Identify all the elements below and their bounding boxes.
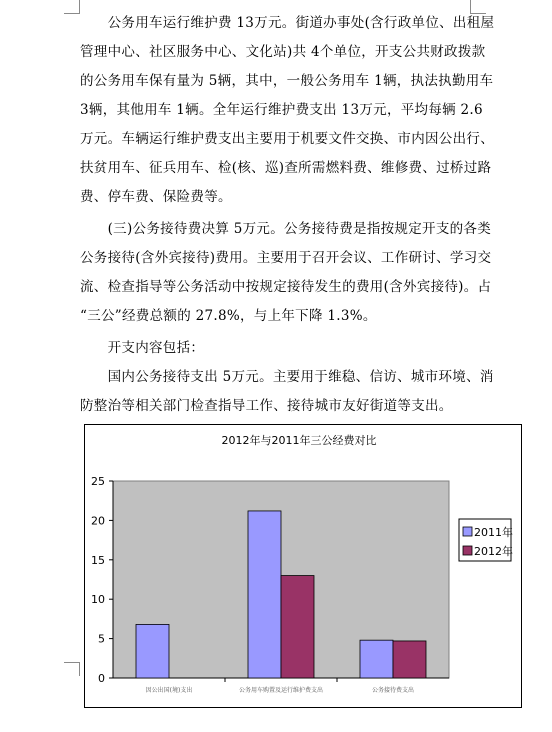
bar-2012 bbox=[281, 576, 314, 678]
crop-mark-top-left-horizontal bbox=[64, 13, 80, 14]
bar-2012 bbox=[393, 641, 426, 678]
text-line: 费、停车费、保险费等。 bbox=[80, 189, 232, 205]
text-line: 公务接待(含外宾接待)费用。主要用于召开会议、工作研讨、学习交 bbox=[80, 250, 492, 266]
legend-label: 2012年 bbox=[474, 545, 513, 558]
bar-2011 bbox=[360, 640, 393, 678]
text-line: 国内公务接待支出 5万元。主要用于维稳、信访、城市环境、消 bbox=[80, 369, 494, 385]
y-tick-label: 15 bbox=[91, 553, 105, 567]
bar-2011 bbox=[136, 624, 169, 678]
text-line: 公务用车运行维护费 13万元。街道办事处(含行政单位、出租屋 bbox=[80, 15, 495, 31]
paragraph-expense-heading bbox=[80, 334, 472, 363]
crop-mark-bottom-left-horizontal bbox=[64, 662, 80, 663]
y-tick-label: 5 bbox=[98, 632, 105, 646]
x-tick-label: 公务用车购置及运行维护费支出 bbox=[238, 687, 324, 694]
text-line: 流、检查指导等公务活动中按规定接待发生的费用(含外宾接待)。占 bbox=[80, 279, 492, 295]
y-tick-label: 0 bbox=[98, 672, 105, 685]
text-line: 防整治等相关部门检查指导工作、接待城市友好街道等支出。 bbox=[80, 398, 453, 414]
text-line: (三)公务接待费决算 5万元。公务接待费是指按规定开支的各类 bbox=[80, 221, 492, 237]
legend-swatch bbox=[463, 527, 472, 536]
legend-swatch bbox=[463, 546, 472, 555]
text-line: 开支内容包括： bbox=[80, 340, 205, 356]
legend-label: 2011年 bbox=[474, 526, 513, 539]
text-line: 的公务用车保有量为 5辆，其中，一般公务用车 1辆，执法执勤用车 bbox=[80, 73, 494, 89]
crop-mark-bottom-left-vertical bbox=[79, 662, 80, 676]
crop-mark-top-right-horizontal bbox=[470, 13, 486, 14]
y-tick-label: 10 bbox=[91, 593, 105, 607]
text-line: 3辆，其他用车 1辆。全年运行维护费支出 13万元，平均每辆 2.6 bbox=[80, 102, 483, 118]
comparison-chart bbox=[84, 424, 522, 708]
text-line: 管理中心、社区服务中心、文化站)共 4个单位，开支公共财政拨款 bbox=[80, 44, 486, 60]
chart-canvas bbox=[85, 425, 521, 707]
x-tick-label: 因公出国(境)支出 bbox=[145, 687, 193, 694]
y-tick-label: 25 bbox=[91, 475, 105, 488]
chart-title: 2012年与2011年三公经费对比 bbox=[221, 434, 377, 447]
text-line: 扶贫用车、征兵用车、检(核、巡)查所需燃料费、维修费、过桥过路 bbox=[80, 160, 492, 176]
paragraph-reception-cost bbox=[80, 215, 492, 331]
text-line: “三公”经费总额的 27.8%，与上年下降 1.3%。 bbox=[80, 308, 377, 324]
text-line: 万元。车辆运行维护费支出主要用于机要文件交换、市内因公出行、 bbox=[80, 131, 494, 147]
paragraph-vehicle-cost bbox=[80, 9, 495, 212]
y-tick-label: 20 bbox=[91, 514, 105, 528]
bar-2011 bbox=[248, 511, 281, 678]
paragraph-domestic-reception bbox=[80, 363, 494, 421]
x-tick-label: 公务接待费支出 bbox=[371, 687, 415, 694]
